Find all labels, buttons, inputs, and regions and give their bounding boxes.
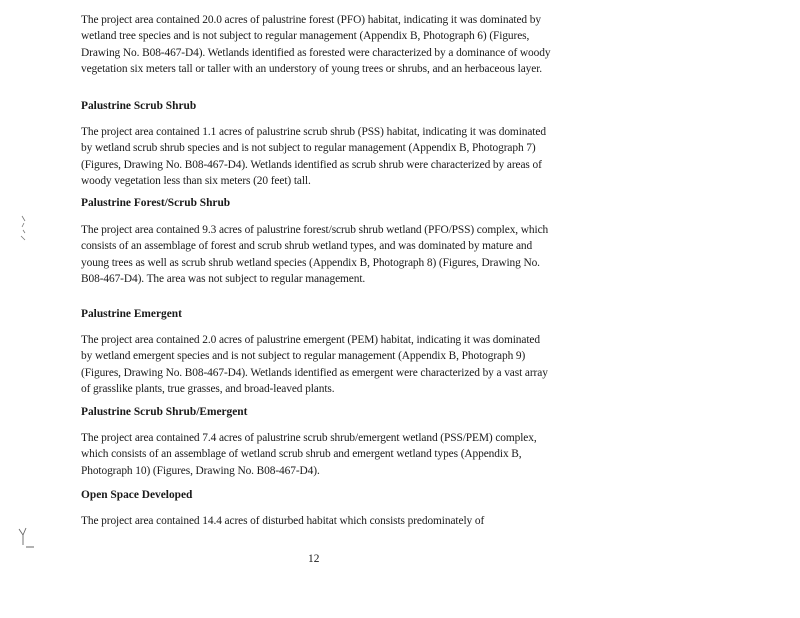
section-body-palustrine-forest-scrub-shrub: The project area contained 9.3 acres of palustrine forest/scrub shrub wetland (PFO/PSS) complex, which consists of an assemblage of forest and scrub shrub wetland types, and was dominated by mature and young trees as well as scrub shrub wetland species (Appendix B, Photograph 8) (Figures, Drawing No. B08-467-D4). The area was not subject to regular management. — [81, 224, 549, 286]
scan-artifact-mark — [16, 526, 38, 552]
section-body-palustrine-emergent: The project area contained 2.0 acres of palustrine emergent (PEM) habitat, indicating it was dominated by wetland emergent species and is not subject to regular management (Appendix B, Photograph 9) (Figures, Drawing No. B08-467-D4). Wetlands identified as emergent were characterized by a vast array of grasslike plants, true grasses, and broad-leaved plants. — [81, 334, 548, 396]
section-heading-palustrine-forest-scrub-shrub: Palustrine Forest/Scrub Shrub — [81, 197, 231, 209]
section-body-palustrine-scrub-shrub: The project area contained 1.1 acres of palustrine scrub shrub (PSS) habitat, indicating it was dominated by wetland scrub shrub species and is not subject to regular management (Appendix B, Photograph 7) (Figures, Drawing No. B08-467-D4). Wetlands identified as scrub shrub were characterized by areas of woody vegetation less than six meters (20 feet) tall. — [81, 126, 546, 188]
section-heading-palustrine-scrub-shrub-emergent: Palustrine Scrub Shrub/Emergent — [81, 406, 248, 418]
section-body-palustrine-scrub-shrub-emergent: The project area contained 7.4 acres of palustrine scrub shrub/emergent wetland (PSS/PEM) complex, which consists of an assemblage of wetland scrub shrub and emergent wetland types (Appendix B, Photograph 10) (Figures, Drawing No. B08-467-D4). — [81, 432, 537, 477]
intro-paragraph: The project area contained 20.0 acres of palustrine forest (PFO) habitat, indicating it was dominated by wetland tree species and is not subject to regular management (Appendix B, Photograph 6) (Figures, Drawing No. B08-467-D4). Wetlands identified as forested were characterized by a dominance of woody vegetation six meters tall or taller with an understory of young trees or shrubs, and an herbaceous layer. — [81, 14, 551, 76]
section-body-open-space-developed: The project area contained 14.4 acres of disturbed habitat which consists predominately of — [81, 515, 485, 527]
section-heading-open-space-developed: Open Space Developed — [81, 489, 193, 501]
page-number: 12 — [308, 553, 320, 565]
section-heading-palustrine-scrub-shrub: Palustrine Scrub Shrub — [81, 100, 197, 112]
section-heading-palustrine-emergent: Palustrine Emergent — [81, 308, 182, 320]
scan-artifact-mark — [18, 214, 34, 244]
